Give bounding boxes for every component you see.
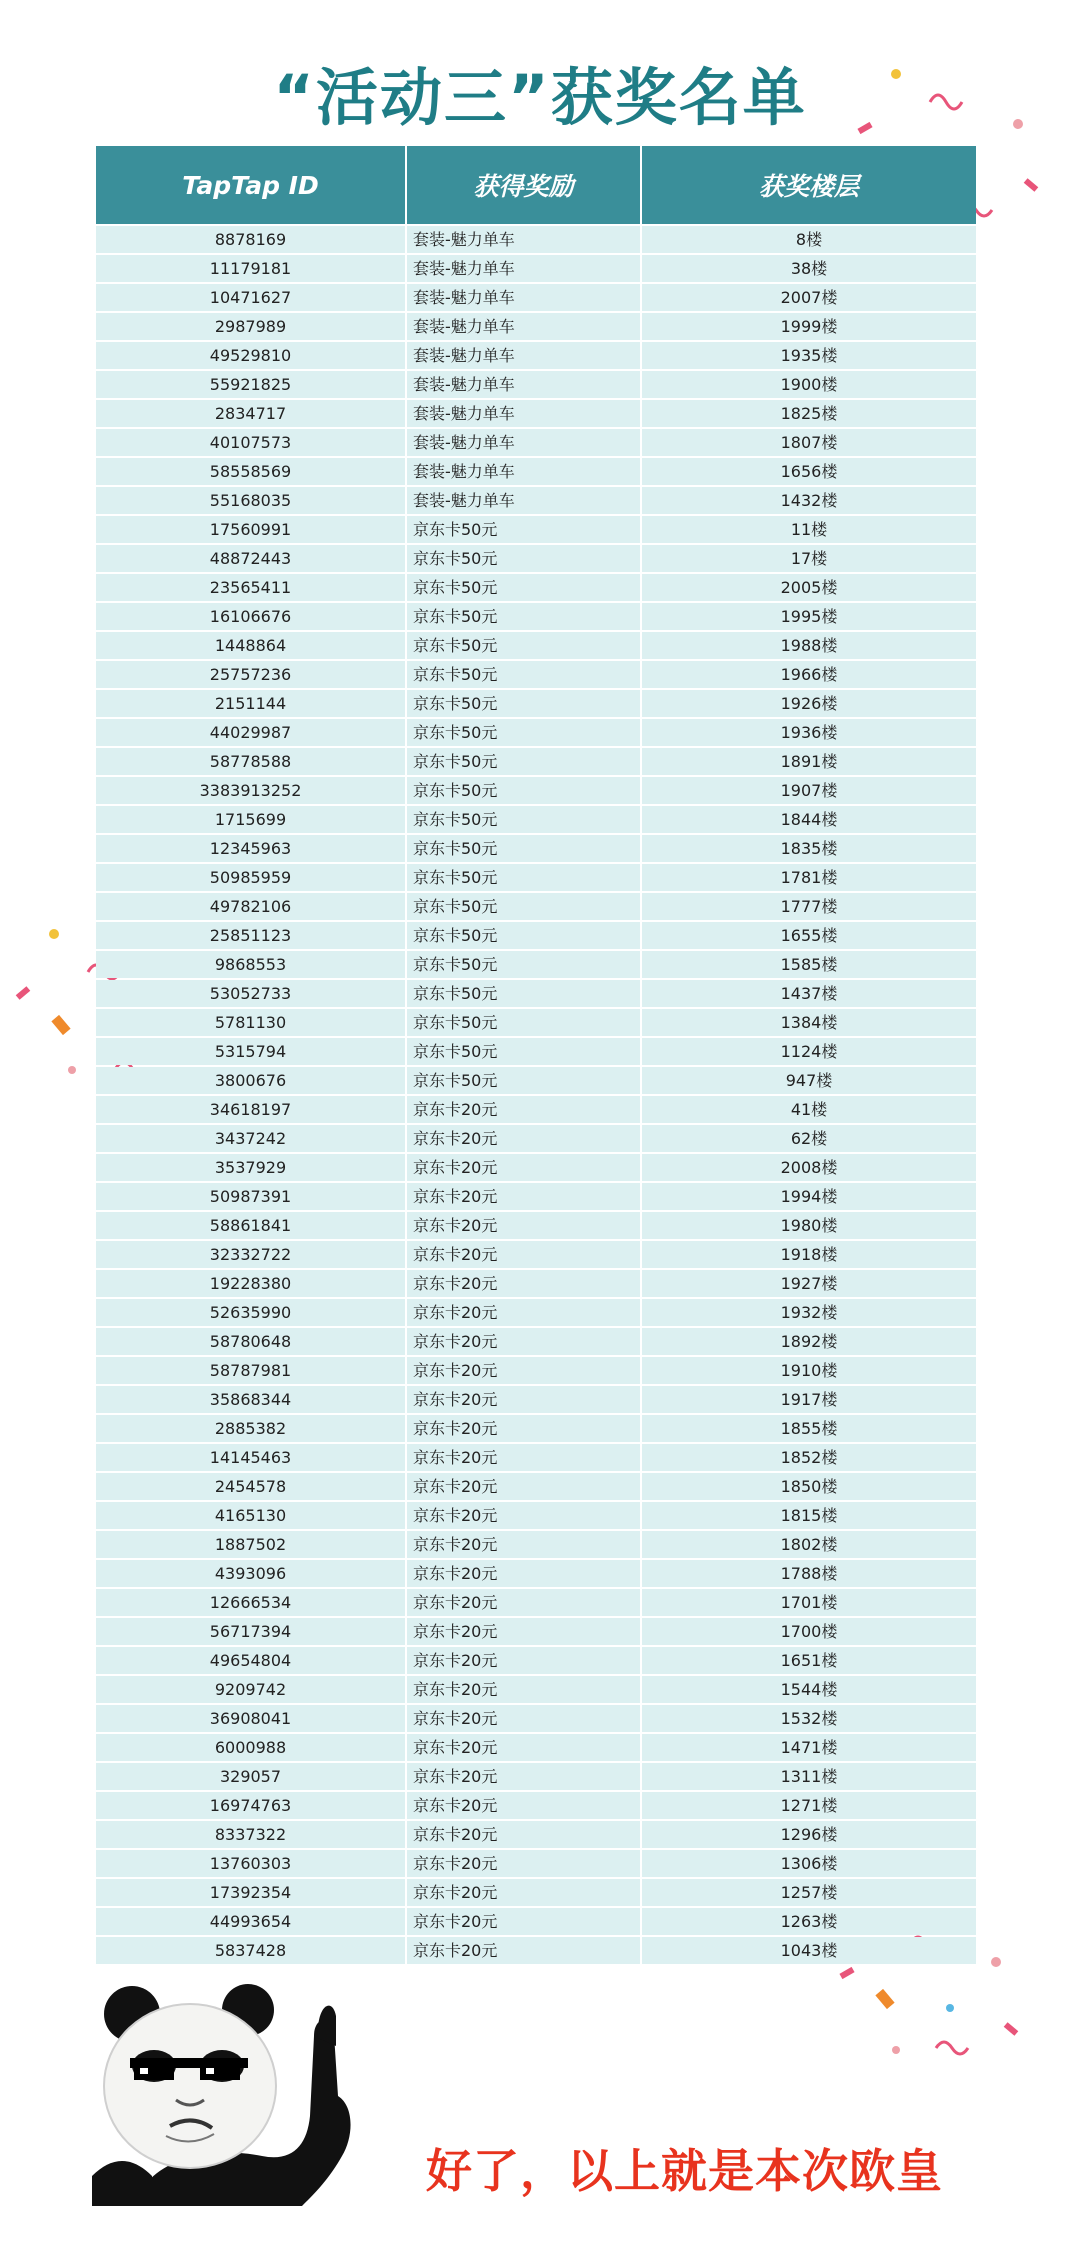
table-row: [96, 1299, 976, 1326]
cell-reward: 京东卡20元: [407, 1560, 642, 1587]
cell-floor: 1585楼: [642, 951, 976, 978]
table-row: [96, 1154, 976, 1181]
cell-reward: 京东卡20元: [407, 1415, 642, 1442]
table-row: [96, 893, 976, 920]
table-row: [96, 1647, 976, 1674]
cell-reward: 套装-魅力单车: [407, 487, 642, 514]
cell-floor: 41楼: [642, 1096, 976, 1123]
cell-floor: 1700楼: [642, 1618, 976, 1645]
cell-taptap-id: 49529810: [96, 342, 407, 369]
cell-reward: 套装-魅力单车: [407, 255, 642, 282]
cell-reward: 京东卡20元: [407, 1879, 642, 1906]
cell-taptap-id: 2454578: [96, 1473, 407, 1500]
cell-taptap-id: 12345963: [96, 835, 407, 862]
cell-taptap-id: 58558569: [96, 458, 407, 485]
cell-floor: 1852楼: [642, 1444, 976, 1471]
cell-taptap-id: 19228380: [96, 1270, 407, 1297]
cell-floor: 8楼: [642, 226, 976, 253]
cell-taptap-id: 2834717: [96, 400, 407, 427]
cell-floor: 1701楼: [642, 1589, 976, 1616]
cell-reward: 京东卡20元: [407, 1937, 642, 1964]
table-row: [96, 1879, 976, 1906]
cell-taptap-id: 49654804: [96, 1647, 407, 1674]
cell-taptap-id: 52635990: [96, 1299, 407, 1326]
cell-reward: 套装-魅力单车: [407, 284, 642, 311]
cell-reward: 京东卡50元: [407, 980, 642, 1007]
cell-reward: 京东卡50元: [407, 748, 642, 775]
cell-floor: 38楼: [642, 255, 976, 282]
header-floor: 获奖楼层: [758, 172, 859, 201]
cell-floor: 1917楼: [642, 1386, 976, 1413]
cell-reward: 京东卡20元: [407, 1241, 642, 1268]
table-row: [96, 1560, 976, 1587]
cell-floor: 2005楼: [642, 574, 976, 601]
cell-floor: 1918楼: [642, 1241, 976, 1268]
cell-floor: 1532楼: [642, 1705, 976, 1732]
cell-taptap-id: 40107573: [96, 429, 407, 456]
cell-taptap-id: 50985959: [96, 864, 407, 891]
cell-floor: 1655楼: [642, 922, 976, 949]
cell-reward: 京东卡50元: [407, 603, 642, 630]
cell-floor: 1910楼: [642, 1357, 976, 1384]
cell-floor: 1311楼: [642, 1763, 976, 1790]
cell-floor: 1777楼: [642, 893, 976, 920]
cell-reward: 京东卡50元: [407, 806, 642, 833]
cell-floor: 1988楼: [642, 632, 976, 659]
cell-taptap-id: 11179181: [96, 255, 407, 282]
cell-floor: 1907楼: [642, 777, 976, 804]
cell-taptap-id: 32332722: [96, 1241, 407, 1268]
cell-taptap-id: 23565411: [96, 574, 407, 601]
table-row: [96, 226, 976, 253]
cell-taptap-id: 3437242: [96, 1125, 407, 1152]
cell-reward: 京东卡50元: [407, 1009, 642, 1036]
cell-floor: 1850楼: [642, 1473, 976, 1500]
table-row: [96, 1357, 976, 1384]
cell-taptap-id: 3800676: [96, 1067, 407, 1094]
cell-reward: 京东卡50元: [407, 777, 642, 804]
cell-floor: 1656楼: [642, 458, 976, 485]
cell-floor: 62楼: [642, 1125, 976, 1152]
table-row: [96, 835, 976, 862]
cell-reward: 京东卡20元: [407, 1618, 642, 1645]
table-row: [96, 1792, 976, 1819]
table-row: [96, 1821, 976, 1848]
cell-taptap-id: 34618197: [96, 1096, 407, 1123]
table-row: [96, 1531, 976, 1558]
cell-taptap-id: 329057: [96, 1763, 407, 1790]
cell-reward: 京东卡20元: [407, 1270, 642, 1297]
header-reward: 获得奖励: [407, 146, 642, 224]
cell-taptap-id: 58778588: [96, 748, 407, 775]
table-row: [96, 1241, 976, 1268]
cell-reward: 套装-魅力单车: [407, 429, 642, 456]
cell-taptap-id: 17560991: [96, 516, 407, 543]
cell-taptap-id: 50987391: [96, 1183, 407, 1210]
cell-taptap-id: 5315794: [96, 1038, 407, 1065]
cell-floor: 1296楼: [642, 1821, 976, 1848]
cell-reward: 京东卡20元: [407, 1444, 642, 1471]
cell-floor: 1437楼: [642, 980, 976, 1007]
cell-reward: 京东卡20元: [407, 1357, 642, 1384]
panda-meme-sunglasses-icon: [92, 1976, 422, 2206]
table-row: [96, 1763, 976, 1790]
cell-reward: 京东卡50元: [407, 893, 642, 920]
cell-floor: 17楼: [642, 545, 976, 572]
cell-taptap-id: 1715699: [96, 806, 407, 833]
table-row: [96, 1734, 976, 1761]
cell-taptap-id: 25851123: [96, 922, 407, 949]
table-row: [96, 255, 976, 282]
cell-reward: 京东卡20元: [407, 1299, 642, 1326]
cell-reward: 京东卡20元: [407, 1502, 642, 1529]
cell-floor: 1994楼: [642, 1183, 976, 1210]
table-row: [96, 777, 976, 804]
cell-reward: 京东卡20元: [407, 1908, 642, 1935]
cell-floor: 2007楼: [642, 284, 976, 311]
cell-floor: 1043楼: [642, 1937, 976, 1964]
cell-reward: 京东卡20元: [407, 1096, 642, 1123]
cell-reward: 京东卡20元: [407, 1531, 642, 1558]
table-row: [96, 371, 976, 398]
cell-reward: 京东卡50元: [407, 1038, 642, 1065]
table-row: [96, 1415, 976, 1442]
cell-taptap-id: 3383913252: [96, 777, 407, 804]
cell-taptap-id: 58861841: [96, 1212, 407, 1239]
page-title: “活动三”获奖名单: [273, 61, 807, 134]
cell-taptap-id: 16974763: [96, 1792, 407, 1819]
cell-taptap-id: 55168035: [96, 487, 407, 514]
cell-taptap-id: 4393096: [96, 1560, 407, 1587]
cell-reward: 京东卡50元: [407, 835, 642, 862]
table-body: [96, 226, 976, 1964]
cell-taptap-id: 58787981: [96, 1357, 407, 1384]
cell-reward: 京东卡50元: [407, 719, 642, 746]
cell-floor: 947楼: [642, 1067, 976, 1094]
cell-floor: 1900楼: [642, 371, 976, 398]
cell-reward: 套装-魅力单车: [407, 313, 642, 340]
cell-taptap-id: 3537929: [96, 1154, 407, 1181]
cell-reward: 套装-魅力单车: [407, 342, 642, 369]
cell-floor: 1835楼: [642, 835, 976, 862]
table-row: [96, 1908, 976, 1935]
table-row: [96, 719, 976, 746]
cell-taptap-id: 2987989: [96, 313, 407, 340]
cell-reward: 套装-魅力单车: [407, 371, 642, 398]
cell-floor: 1999楼: [642, 313, 976, 340]
table-row: [96, 632, 976, 659]
table-row: [96, 1618, 976, 1645]
cell-taptap-id: 49782106: [96, 893, 407, 920]
cell-reward: 京东卡20元: [407, 1473, 642, 1500]
table-row: [96, 1850, 976, 1877]
cell-floor: 1271楼: [642, 1792, 976, 1819]
cell-reward: 京东卡50元: [407, 661, 642, 688]
table-row: [96, 429, 976, 456]
table-row: [96, 516, 976, 543]
cell-floor: 1788楼: [642, 1560, 976, 1587]
table-row: [96, 313, 976, 340]
cell-floor: 1825楼: [642, 400, 976, 427]
cell-reward: 京东卡50元: [407, 690, 642, 717]
cell-floor: 1891楼: [642, 748, 976, 775]
cell-reward: 京东卡20元: [407, 1676, 642, 1703]
cell-taptap-id: 35868344: [96, 1386, 407, 1413]
cell-reward: 京东卡50元: [407, 864, 642, 891]
cell-reward: 京东卡50元: [407, 951, 642, 978]
cell-floor: 1936楼: [642, 719, 976, 746]
cell-reward: 京东卡20元: [407, 1589, 642, 1616]
cell-reward: 京东卡50元: [407, 574, 642, 601]
table-row: [96, 1676, 976, 1703]
cell-floor: 1995楼: [642, 603, 976, 630]
cell-taptap-id: 9868553: [96, 951, 407, 978]
cell-taptap-id: 9209742: [96, 1676, 407, 1703]
cell-reward: 京东卡20元: [407, 1183, 642, 1210]
table-row: [96, 1705, 976, 1732]
table-row: [96, 951, 976, 978]
cell-floor: 1384楼: [642, 1009, 976, 1036]
table-row: [96, 1096, 976, 1123]
cell-reward: 京东卡20元: [407, 1705, 642, 1732]
cell-floor: 1781楼: [642, 864, 976, 891]
cell-floor: 1544楼: [642, 1676, 976, 1703]
footer-caption: 好了，以上就是本次欧皇: [426, 2144, 943, 2198]
cell-reward: 京东卡50元: [407, 922, 642, 949]
cell-reward: 套装-魅力单车: [407, 400, 642, 427]
cell-reward: 京东卡50元: [407, 545, 642, 572]
cell-reward: 京东卡20元: [407, 1386, 642, 1413]
cell-reward: 京东卡50元: [407, 632, 642, 659]
cell-taptap-id: 12666534: [96, 1589, 407, 1616]
cell-floor: 1807楼: [642, 429, 976, 456]
table-row: [96, 1502, 976, 1529]
cell-taptap-id: 10471627: [96, 284, 407, 311]
cell-floor: 1855楼: [642, 1415, 976, 1442]
cell-reward: 京东卡20元: [407, 1212, 642, 1239]
table-row: [96, 1937, 976, 1964]
cell-floor: 1927楼: [642, 1270, 976, 1297]
table-row: [96, 864, 976, 891]
cell-taptap-id: 6000988: [96, 1734, 407, 1761]
cell-reward: 京东卡20元: [407, 1821, 642, 1848]
cell-reward: 京东卡20元: [407, 1734, 642, 1761]
table-row: [96, 1328, 976, 1355]
cell-floor: 2008楼: [642, 1154, 976, 1181]
cell-reward: 京东卡20元: [407, 1328, 642, 1355]
cell-floor: 1980楼: [642, 1212, 976, 1239]
cell-taptap-id: 14145463: [96, 1444, 407, 1471]
cell-taptap-id: 13760303: [96, 1850, 407, 1877]
cell-floor: 1257楼: [642, 1879, 976, 1906]
cell-taptap-id: 2151144: [96, 690, 407, 717]
cell-taptap-id: 44993654: [96, 1908, 407, 1935]
table-row: [96, 1038, 976, 1065]
cell-taptap-id: 16106676: [96, 603, 407, 630]
cell-floor: 1892楼: [642, 1328, 976, 1355]
table-row: [96, 661, 976, 688]
table-row: [96, 690, 976, 717]
cell-taptap-id: 44029987: [96, 719, 407, 746]
table-row: [96, 1125, 976, 1152]
cell-taptap-id: 2885382: [96, 1415, 407, 1442]
cell-taptap-id: 58780648: [96, 1328, 407, 1355]
table-row: [96, 545, 976, 572]
table-row: [96, 603, 976, 630]
cell-reward: 京东卡20元: [407, 1154, 642, 1181]
table-row: [96, 574, 976, 601]
cell-taptap-id: 5781130: [96, 1009, 407, 1036]
cell-taptap-id: 55921825: [96, 371, 407, 398]
cell-reward: 京东卡20元: [407, 1763, 642, 1790]
cell-taptap-id: 25757236: [96, 661, 407, 688]
cell-floor: 1471楼: [642, 1734, 976, 1761]
table-row: [96, 1473, 976, 1500]
cell-taptap-id: 1887502: [96, 1531, 407, 1558]
cell-floor: 1935楼: [642, 342, 976, 369]
cell-taptap-id: 36908041: [96, 1705, 407, 1732]
cell-floor: 1432楼: [642, 487, 976, 514]
cell-reward: 京东卡20元: [407, 1125, 642, 1152]
cell-floor: 1802楼: [642, 1531, 976, 1558]
cell-floor: 1651楼: [642, 1647, 976, 1674]
cell-floor: 1926楼: [642, 690, 976, 717]
cell-reward: 京东卡20元: [407, 1850, 642, 1877]
table-row: [96, 342, 976, 369]
table-row: [96, 1444, 976, 1471]
cell-floor: 1966楼: [642, 661, 976, 688]
cell-floor: 11楼: [642, 516, 976, 543]
table-row: [96, 1386, 976, 1413]
table-row: [96, 487, 976, 514]
cell-floor: 1263楼: [642, 1908, 976, 1935]
cell-taptap-id: 1448864: [96, 632, 407, 659]
cell-reward: 京东卡50元: [407, 1067, 642, 1094]
table-row: [96, 1067, 976, 1094]
header-taptap-id: TapTap ID: [96, 146, 407, 224]
cell-floor: 1815楼: [642, 1502, 976, 1529]
cell-reward: 京东卡20元: [407, 1792, 642, 1819]
cell-floor: 1306楼: [642, 1850, 976, 1877]
cell-taptap-id: 4165130: [96, 1502, 407, 1529]
table-row: [96, 1009, 976, 1036]
cell-reward: 京东卡50元: [407, 516, 642, 543]
table-row: [96, 284, 976, 311]
cell-reward: 京东卡20元: [407, 1647, 642, 1674]
cell-taptap-id: 48872443: [96, 545, 407, 572]
cell-reward: 套装-魅力单车: [407, 226, 642, 253]
table-row: [96, 1212, 976, 1239]
cell-taptap-id: 8878169: [96, 226, 407, 253]
cell-taptap-id: 56717394: [96, 1618, 407, 1645]
table-row: [96, 1270, 976, 1297]
winners-table: [96, 146, 976, 1966]
table-row: [96, 806, 976, 833]
cell-taptap-id: 17392354: [96, 1879, 407, 1906]
table-row: [96, 400, 976, 427]
cell-floor: 1844楼: [642, 806, 976, 833]
cell-floor: 1124楼: [642, 1038, 976, 1065]
table-row: [96, 458, 976, 485]
table-row: [96, 922, 976, 949]
cell-taptap-id: 8337322: [96, 1821, 407, 1848]
table-header: [96, 146, 976, 224]
cell-taptap-id: 5837428: [96, 1937, 407, 1964]
table-row: [96, 980, 976, 1007]
table-row: [96, 1183, 976, 1210]
cell-reward: 套装-魅力单车: [407, 458, 642, 485]
table-row: [96, 748, 976, 775]
table-row: [96, 1589, 976, 1616]
cell-taptap-id: 53052733: [96, 980, 407, 1007]
cell-floor: 1932楼: [642, 1299, 976, 1326]
